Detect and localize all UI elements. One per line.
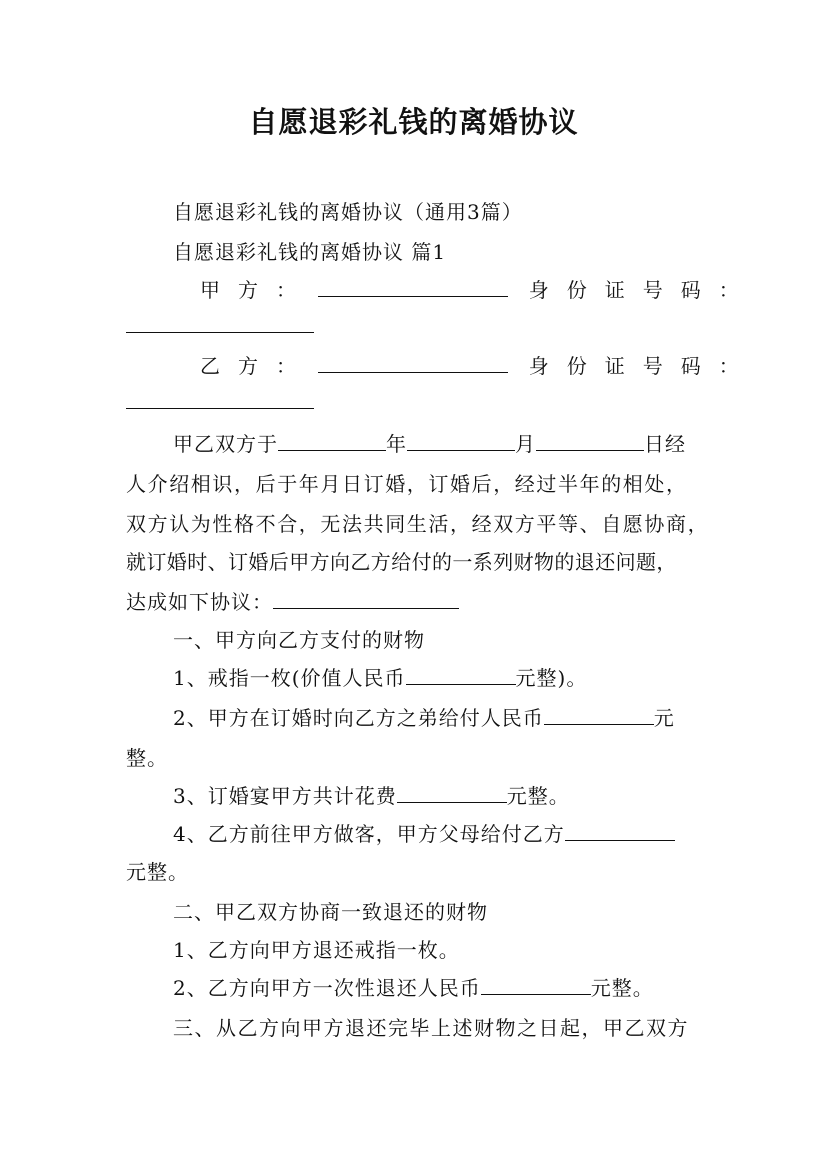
- agreement-blank: [273, 590, 459, 609]
- refund-amount-blank: [481, 976, 591, 995]
- part1-item2-cont: 整。: [126, 746, 168, 770]
- part1-item2-suffix: 元: [653, 706, 675, 730]
- party-a-name-blank: [318, 278, 508, 297]
- part1-item1-text: 1、戒指一枚(价值人民币: [173, 666, 406, 690]
- year-blank: [278, 432, 386, 451]
- part1-item3: [173, 784, 570, 808]
- part2-item1: 1、乙方向甲方退还戒指一枚。: [173, 938, 460, 962]
- part1-item3-suffix: 元整。: [506, 784, 570, 808]
- intro-line-4: 就订婚时、订婚后甲方向乙方给付的一系列财物的退还问题，: [126, 550, 677, 574]
- intro-line-3: 双方认为性格不合，无法共同生活，经双方平等、自愿协商，: [126, 512, 710, 536]
- party-a-label: 甲方：: [200, 278, 314, 302]
- party-a-id-blank: [126, 314, 314, 333]
- intro-line-2: 人介绍相识，后于年月日订婚，订婚后，经过半年的相处，: [126, 472, 688, 496]
- intro-text-d: 日经: [644, 432, 686, 456]
- intro-text-b: 年: [386, 432, 407, 456]
- party-a-id-label: 身份证号码：: [528, 278, 757, 302]
- part1-item1: [173, 666, 587, 690]
- banquet-cost-blank: [397, 784, 507, 803]
- party-b-line: [200, 354, 757, 378]
- part2-item2-suffix: 元整。: [590, 976, 654, 1000]
- document-title: 自愿退彩礼钱的离婚协议: [248, 105, 579, 139]
- party-b-id-label: 身份证号码：: [528, 354, 757, 378]
- document-subtitle: 自愿退彩礼钱的离婚协议（通用3篇）: [173, 200, 523, 224]
- day-blank: [536, 432, 644, 451]
- part1-item1-suffix: 元整)。: [515, 666, 588, 690]
- ring-value-blank: [406, 666, 516, 685]
- intro-text-e: 达成如下协议：: [126, 590, 273, 614]
- part3-line1: 三、从乙方向甲方退还完毕上述财物之日起，甲乙双方: [173, 1016, 689, 1040]
- parents-gift-blank: [565, 822, 675, 841]
- party-b-id-line: [126, 390, 314, 414]
- party-a-line: [200, 278, 757, 302]
- intro-text-c: 月: [515, 432, 536, 456]
- party-b-id-blank: [126, 390, 314, 409]
- intro-text-a: 甲乙双方于: [173, 432, 278, 456]
- party-b-name-blank: [318, 354, 508, 373]
- section-heading: 自愿退彩礼钱的离婚协议 篇1: [173, 240, 447, 264]
- party-b-label: 乙方：: [200, 354, 314, 378]
- brother-payment-blank: [544, 706, 654, 725]
- part1-item4-text: 4、乙方前往甲方做客，甲方父母给付乙方: [173, 822, 565, 846]
- month-blank: [407, 432, 515, 451]
- part2-item2-text: 2、乙方向甲方一次性退还人民币: [173, 976, 481, 1000]
- part2-heading: 二、甲乙双方协商一致退还的财物: [173, 900, 488, 924]
- part1-item4-cont: 元整。: [126, 860, 189, 884]
- part2-item2: [173, 976, 654, 1000]
- part1-item3-text: 3、订婚宴甲方共计花费: [173, 784, 397, 808]
- part1-item2: [173, 706, 675, 730]
- part1-item2-text: 2、甲方在订婚时向乙方之弟给付人民币: [173, 706, 544, 730]
- part1-heading: 一、甲方向乙方支付的财物: [173, 628, 425, 652]
- part1-item4: [173, 822, 675, 846]
- intro-line-1: [173, 432, 686, 456]
- intro-line-5: [126, 590, 459, 614]
- party-a-id-line: [126, 314, 314, 338]
